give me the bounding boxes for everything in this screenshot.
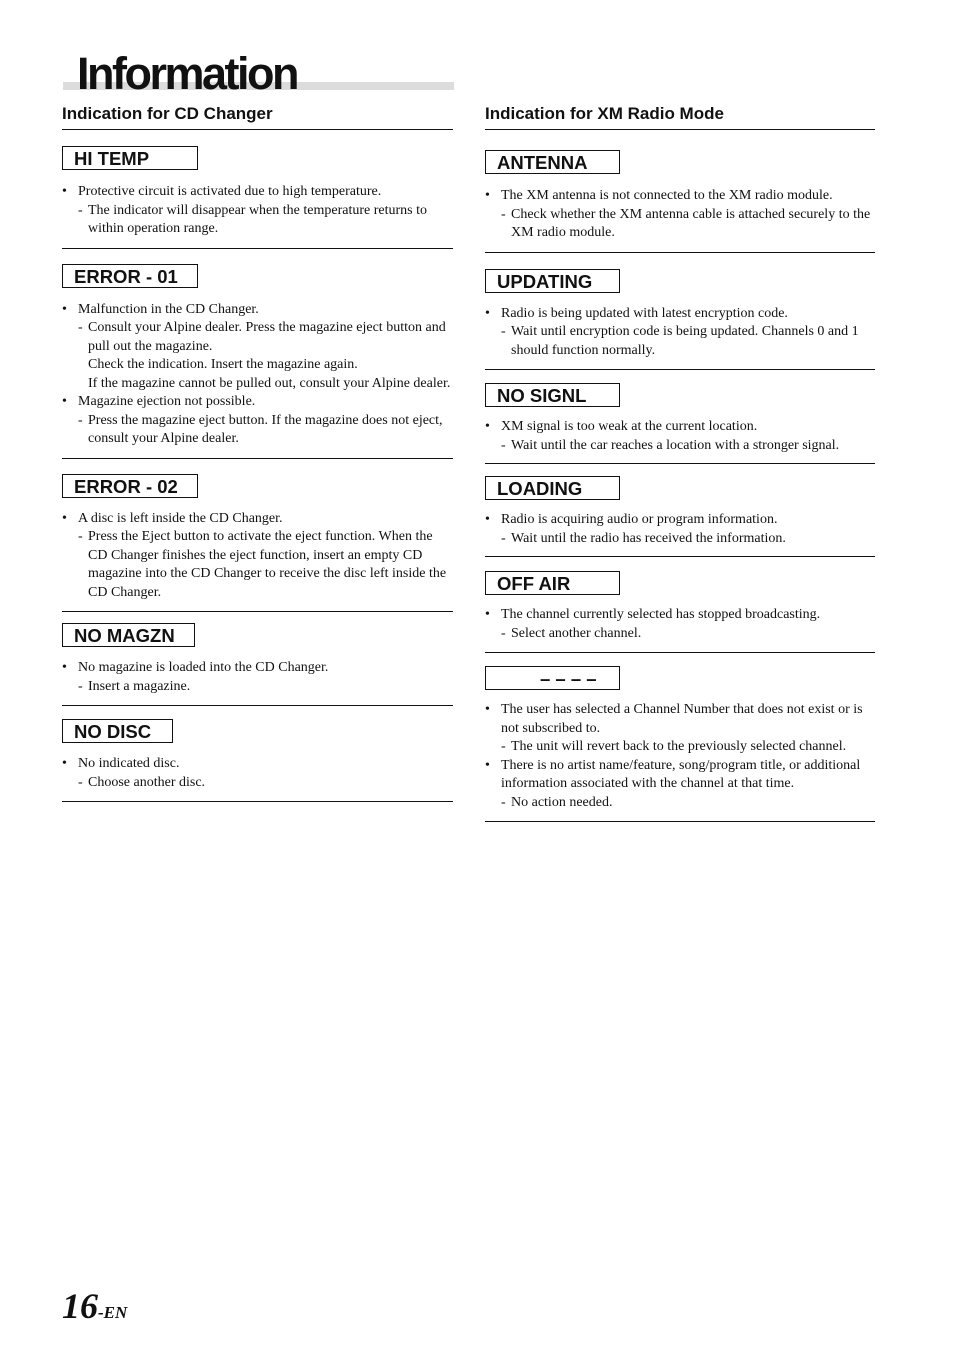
indicator-label-box: NO DISC bbox=[62, 719, 173, 743]
sub-item: - No action needed. bbox=[485, 794, 875, 813]
entry-description bbox=[485, 187, 875, 243]
sub-item: - Insert a magazine. bbox=[62, 678, 453, 697]
indicator-label-box: LOADING bbox=[485, 476, 620, 500]
entry-description bbox=[62, 301, 453, 449]
indicator-label-box: NO MAGZN bbox=[62, 623, 195, 647]
indicator-label-box: UPDATING bbox=[485, 269, 620, 293]
entry-description bbox=[485, 511, 875, 548]
xm-entry bbox=[485, 464, 875, 557]
bullet-item: • Magazine ejection not possible. bbox=[62, 393, 453, 412]
page-title: Information bbox=[77, 48, 297, 99]
sub-item: If the magazine cannot be pulled out, consult your Alpine dealer. bbox=[88, 375, 451, 391]
bullet-item: • XM signal is too weak at the current location. bbox=[485, 418, 875, 437]
bullet-item: • Malfunction in the CD Changer. bbox=[62, 301, 453, 320]
indicator-label-box: OFF AIR bbox=[485, 571, 620, 595]
indicator-label-box: – – – – bbox=[485, 666, 620, 690]
cd-changer-column bbox=[62, 100, 453, 802]
sub-item: - Wait until encryption code is being updated. Channels 0 and 1 should function normally. bbox=[485, 323, 875, 360]
cd-entry bbox=[62, 459, 453, 613]
sub-item: - The unit will revert back to the previously selected channel. bbox=[485, 738, 875, 757]
bullet-item: • No magazine is loaded into the CD Changer. bbox=[62, 659, 453, 678]
sub-item: - Consult your Alpine dealer. Press the magazine eject button and pull out the magazine. bbox=[62, 319, 453, 356]
sub-item: - Wait until the car reaches a location with a stronger signal. bbox=[485, 437, 875, 456]
xm-entry bbox=[485, 370, 875, 464]
page-number-value: 16 bbox=[62, 1286, 98, 1326]
bullet-item: • A disc is left inside the CD Changer. bbox=[62, 510, 453, 529]
xm-entry bbox=[485, 253, 875, 371]
xm-radio-entries bbox=[485, 130, 875, 822]
cd-changer-entries bbox=[62, 130, 453, 802]
indicator-label-box: ERROR - 01 bbox=[62, 264, 198, 288]
page-number bbox=[62, 1284, 127, 1335]
entry-description bbox=[62, 755, 453, 792]
bullet-item: • Radio is being updated with latest encryption code. bbox=[485, 305, 875, 324]
indicator-label-box: HI TEMP bbox=[62, 146, 198, 170]
xm-radio-heading: Indication for XM Radio Mode bbox=[485, 100, 875, 130]
cd-entry bbox=[62, 130, 453, 249]
xm-entry bbox=[485, 557, 875, 653]
sub-item: - Press the Eject button to activate the eject function. When the CD Changer finishes the eject function, insert an empty CD magazine into the CD Changer to receive the disc left inside the CD Changer. bbox=[62, 528, 453, 602]
cd-entry bbox=[62, 249, 453, 459]
entry-description bbox=[62, 510, 453, 603]
bullet-item: • Protective circuit is activated due to high temperature. bbox=[62, 183, 453, 202]
bullet-item: • The user has selected a Channel Number that does not exist or is not subscribed to. bbox=[485, 701, 875, 738]
indicator-label-box: NO SIGNL bbox=[485, 383, 620, 407]
sub-item: - Choose another disc. bbox=[62, 774, 453, 793]
entry-description bbox=[485, 606, 875, 643]
entry-description bbox=[485, 701, 875, 812]
sub-item: - Check whether the XM antenna cable is attached securely to the XM radio module. bbox=[485, 206, 875, 243]
entry-description bbox=[62, 183, 453, 239]
sub-item: - The indicator will disappear when the temperature returns to within operation range. bbox=[62, 202, 453, 239]
xm-radio-column bbox=[485, 100, 875, 822]
xm-entry bbox=[485, 653, 875, 822]
bullet-item: • No indicated disc. bbox=[62, 755, 453, 774]
sub-item: Check the indication. Insert the magazine again. bbox=[88, 357, 358, 372]
indicator-label-box: ANTENNA bbox=[485, 150, 620, 174]
sub-item: - Select another channel. bbox=[485, 625, 875, 644]
bullet-item: • The XM antenna is not connected to the XM radio module. bbox=[485, 187, 875, 206]
page-number-suffix: -EN bbox=[98, 1303, 128, 1322]
bullet-item: • Radio is acquiring audio or program information. bbox=[485, 511, 875, 530]
sub-item: - Wait until the radio has received the information. bbox=[485, 530, 875, 549]
entry-description bbox=[62, 659, 453, 696]
xm-entry bbox=[485, 130, 875, 253]
cd-entry bbox=[62, 706, 453, 802]
entry-description bbox=[485, 418, 875, 455]
indicator-label-box: ERROR - 02 bbox=[62, 474, 198, 498]
cd-entry bbox=[62, 612, 453, 706]
bullet-item: • There is no artist name/feature, song/program title, or additional information associated with the channel at that time. bbox=[485, 757, 875, 794]
bullet-item: • The channel currently selected has stopped broadcasting. bbox=[485, 606, 875, 625]
cd-changer-heading: Indication for CD Changer bbox=[62, 100, 453, 130]
entry-description bbox=[485, 305, 875, 361]
sub-item: - Press the magazine eject button. If the magazine does not eject, consult your Alpine dealer. bbox=[62, 412, 453, 449]
